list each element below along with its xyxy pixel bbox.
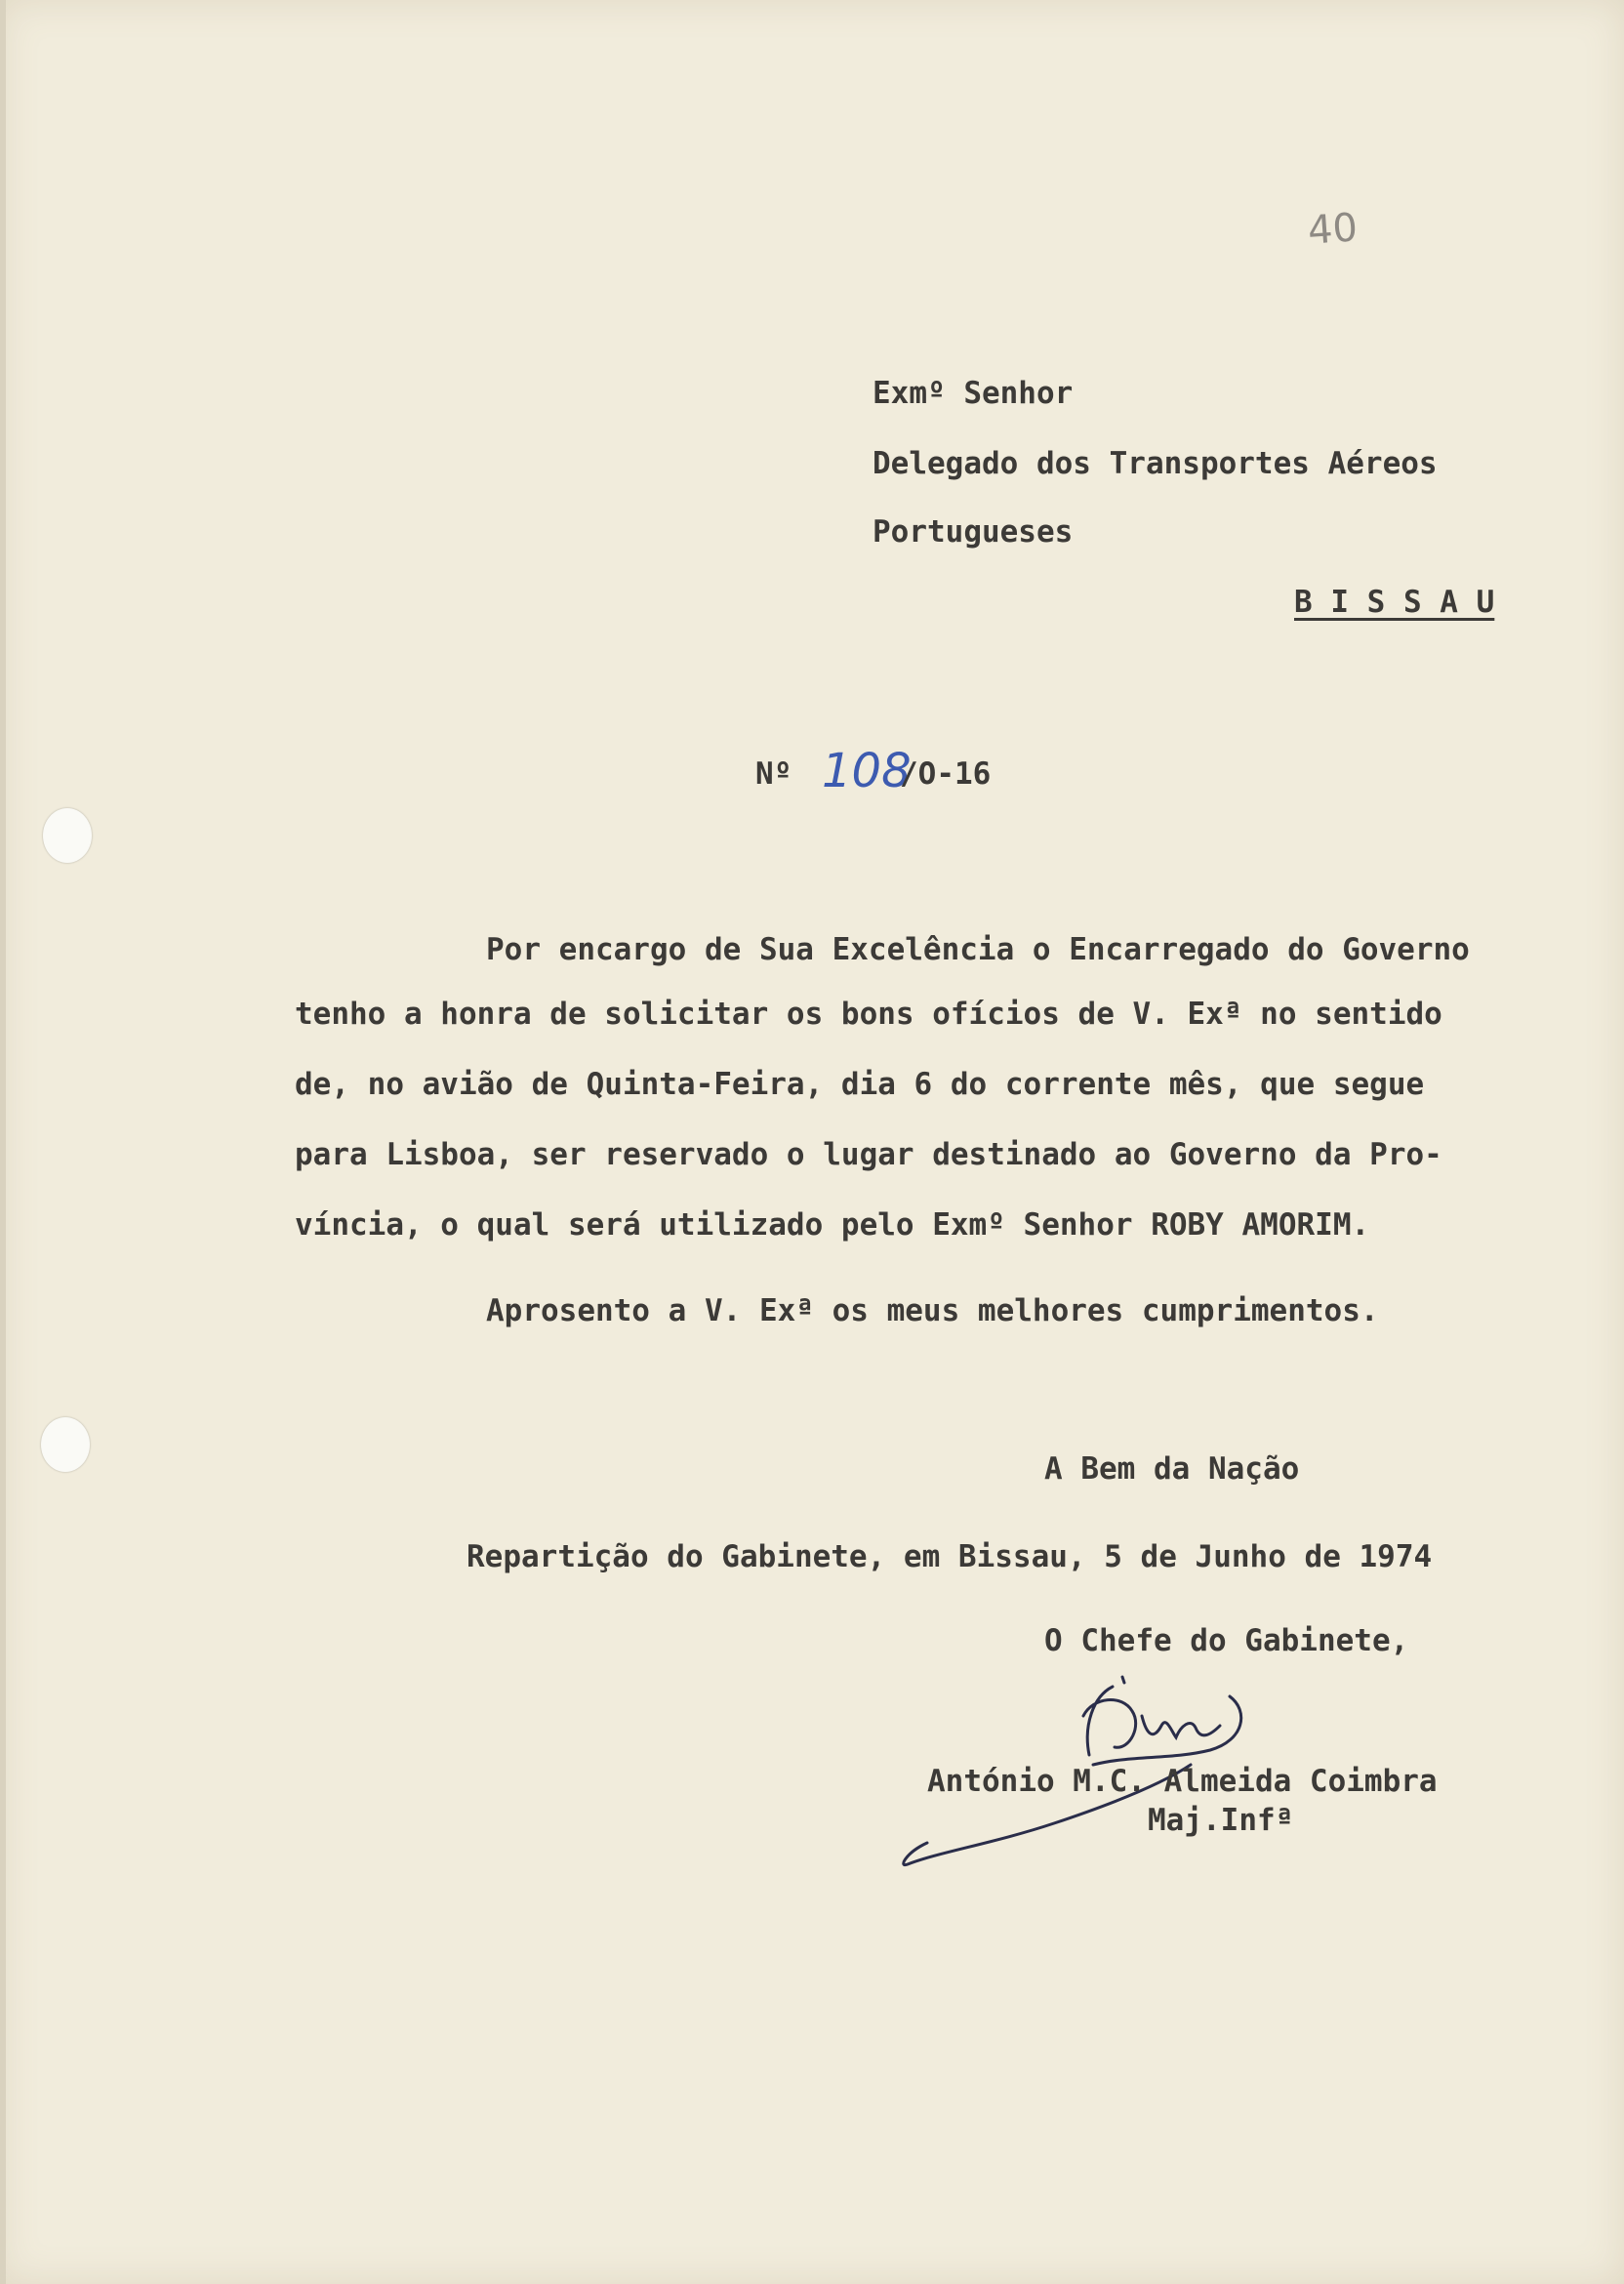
page-number: 40	[1306, 205, 1360, 254]
body-line-4: para Lisboa, ser reservado o lugar destinado ao Governo da Pro-	[295, 1137, 1442, 1172]
punch-hole-top	[43, 808, 92, 863]
punch-hole-bottom	[41, 1417, 90, 1472]
place-date: Repartição do Gabinete, em Bissau, 5 de Junho de 1974	[467, 1539, 1433, 1574]
addressee-city: B I S S A U	[1294, 585, 1495, 620]
paper-edge	[0, 0, 6, 2284]
addressee-line2: Portugueses	[873, 514, 1074, 550]
body-line-2: tenho a honra de solicitar os bons ofícios de V. Exª no sentido	[295, 997, 1442, 1032]
signatory-name: António M.C. Almeida Coimbra	[927, 1764, 1438, 1799]
body-line-1: Por encargo de Sua Excelência o Encarregado do Governo	[486, 932, 1470, 967]
closing-line: Aprosento a V. Exª os meus melhores cumprimentos.	[486, 1293, 1379, 1328]
addressee-line1: Delegado dos Transportes Aéreos	[873, 446, 1438, 481]
body-line-5: víncia, o qual será utilizado pelo Exmº Senhor ROBY AMORIM.	[295, 1207, 1370, 1243]
motto: A Bem da Nação	[1044, 1451, 1300, 1487]
reference-prefix: Nº	[755, 756, 792, 792]
reference-suffix: /O-16	[900, 756, 992, 792]
reference-number	[755, 744, 1126, 798]
signature-title: O Chefe do Gabinete,	[1044, 1623, 1409, 1658]
reference-handwritten-number: 108	[822, 744, 912, 798]
addressee-salutation: Exmº Senhor	[873, 376, 1074, 411]
signatory-rank: Maj.Infª	[1148, 1803, 1294, 1838]
body-line-3: de, no avião de Quinta-Feira, dia 6 do corrente mês, que segue	[295, 1067, 1425, 1102]
